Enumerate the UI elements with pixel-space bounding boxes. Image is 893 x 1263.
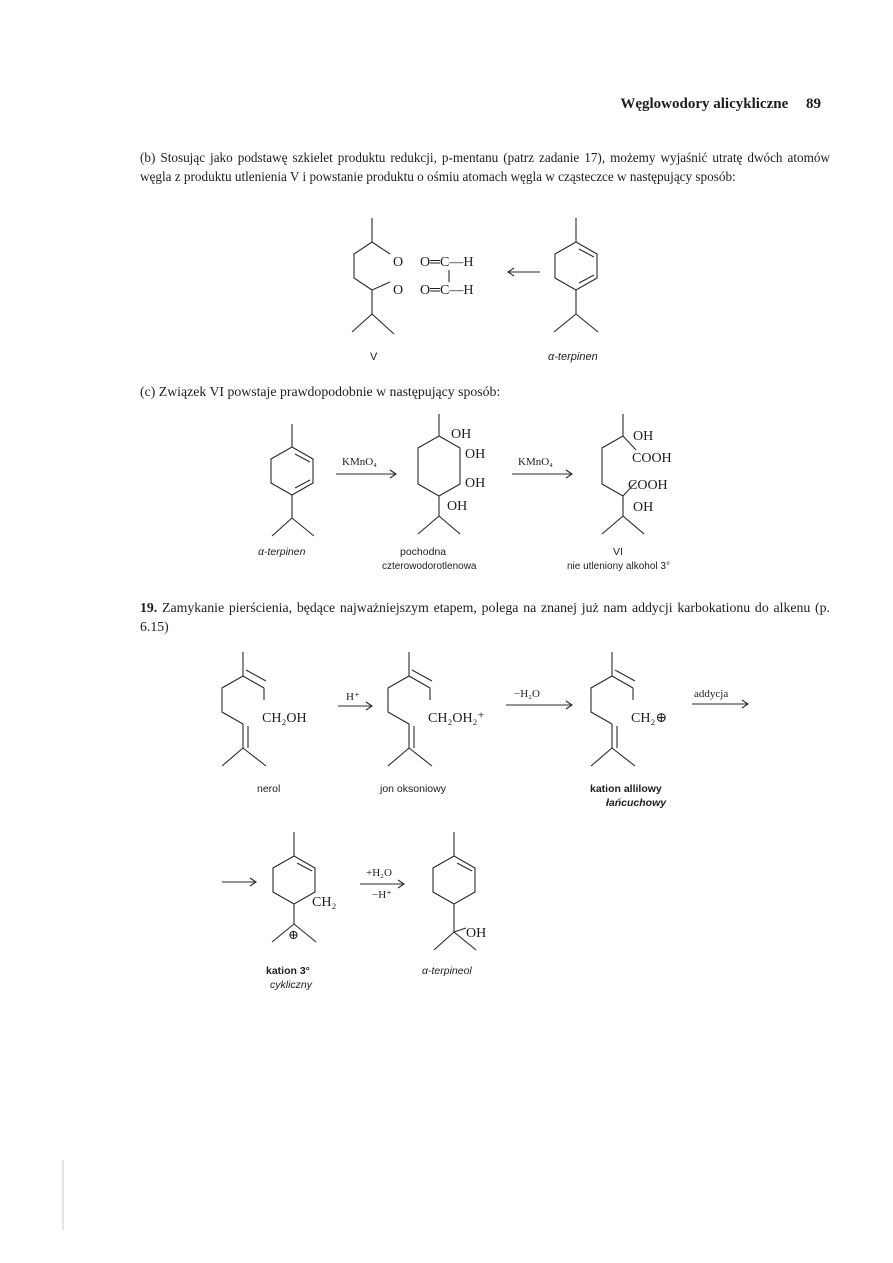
vi-oh-2: OH [633, 500, 654, 515]
glyoxal-top: O═C—H [420, 255, 474, 270]
label-nerol: nerol [257, 783, 281, 795]
label-cation-3-cyclic: cykliczny [270, 979, 313, 991]
problem-number: 19. [140, 600, 158, 615]
label-terpinen-c: α-terpinen [258, 546, 306, 558]
reagent-h-plus: H⁺ [346, 691, 360, 703]
label-terpinen-b: α-terpinen [548, 351, 598, 363]
glyoxal-bottom: O═C—H [420, 283, 474, 298]
structure-terpinen-c [271, 424, 314, 536]
structure-cyclic-cation [272, 832, 316, 942]
allyl-group: CH₂⊕ [631, 711, 668, 726]
oxonium-group: CH₂OH₂⁺ [428, 711, 485, 726]
label-vi-2: nie utleniony alkohol 3° [567, 561, 670, 572]
label-pochodna-1: pochodna [400, 546, 447, 558]
label-cation-3: kation 3° [266, 965, 310, 977]
scan-edge-mark [62, 1160, 64, 1230]
reagent-kmno4-2: KMnO₄ [518, 456, 554, 468]
tetraol-oh-3: OH [465, 476, 486, 491]
carbonyl-o-top: O [393, 255, 404, 270]
paragraph-19-text: Zamykanie pierścienia, będące najważniejszym etapem, polega na znanej już nam addycji karbokationu do alkenu (p. 6.15) [140, 600, 830, 634]
vi-cooh-2: COOH [628, 478, 668, 493]
page-number: 89 [806, 96, 821, 112]
vi-cooh-1: COOH [632, 451, 672, 466]
label-v: V [370, 351, 378, 363]
reagent-plus-h2o: +H₂O [366, 867, 392, 879]
structure-allyl-cation [591, 652, 635, 766]
scheme-b [352, 218, 598, 363]
cation-charge: ⊕ [288, 927, 299, 942]
label-vi-1: VI [613, 546, 623, 558]
reagent-minus-h2o: −H₂O [514, 688, 540, 700]
reagent-minus-h-plus: −H⁺ [372, 889, 392, 901]
paragraph-b: (b) Stosując jako podstawę szkielet produktu redukcji, p-mentanu (patrz zadanie 17), możemy wyjaśnić utratę dwóch atomów węgla z produktu utlenienia V i powstanie produktu o ośmiu atomach węgla w cząsteczce w następujący sposób: [140, 150, 830, 184]
structure-nerol [222, 652, 266, 766]
reagent-kmno4-1: KMnO₄ [342, 456, 378, 468]
vi-oh-1: OH [633, 429, 654, 444]
structure-v [352, 218, 394, 334]
cyclic-ch2: CH₂ [312, 895, 337, 910]
reagent-addycja: addycja [694, 688, 729, 700]
tetraol-oh-2: OH [465, 447, 486, 462]
carbonyl-o-bottom: O [393, 283, 404, 298]
tetraol-oh-4: OH [447, 499, 468, 514]
chapter-title: Węglowodory alicykliczne [620, 96, 789, 112]
scheme-19 [222, 652, 748, 991]
label-oxonium: jon oksoniowy [380, 783, 446, 795]
structure-terpinen-b [554, 218, 598, 332]
terpineol-oh: OH [466, 926, 487, 941]
label-allyl-2: łańcuchowy [606, 797, 667, 809]
label-allyl-1: kation allilowy [590, 783, 662, 795]
tetraol-oh-1: OH [451, 427, 472, 442]
nerol-ch2oh: CH₂OH [262, 711, 307, 726]
structure-oxonium [388, 652, 432, 766]
scheme-c [258, 414, 672, 572]
paragraph-c: (c) Związek VI powstaje prawdopodobnie w następujący sposób: [140, 384, 501, 399]
label-pochodna-2: czterowodorotlenowa [382, 561, 477, 572]
label-terpineol: α-terpineol [422, 965, 472, 977]
